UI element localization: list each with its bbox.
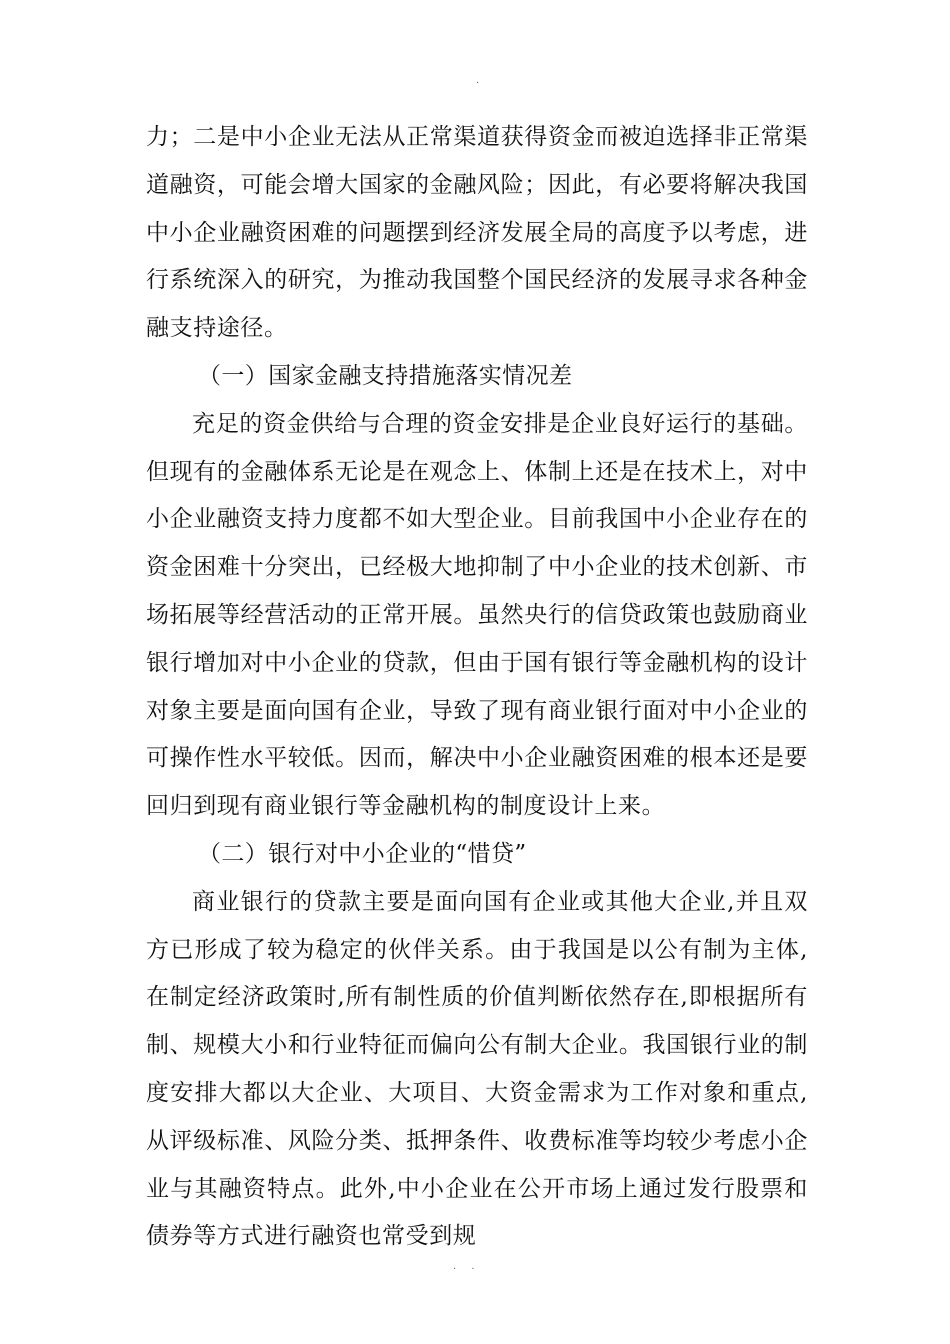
paragraph-section-2: 商业银行的贷款主要是面向国有企业或其他大企业,并且双方已形成了较为稳定的伙伴关系。由于我国是以公有制为主体,在制定经济政策时,所有制性质的价值判断依然存在,即根据所有制、规模大小和行业特征而偏向公有制大企业。我国银行业的制度安排大都以大企业、大项目、大资金需求为工作对象和重点,从评级标准、风险分类、抵押条件、收费标准等均较少考虑小企业与其融资特点。此外,中小企业在公开市场上通过发行股票和债券等方式进行融资也常受到规 — [146, 888, 808, 1250]
section-heading-2: （二）银行对中小企业的“惜贷” — [198, 840, 527, 867]
section-heading-1: （一）国家金融支持措施落实情况差 — [198, 362, 573, 389]
body-text — [146, 114, 808, 1261]
paragraph-section-1: 充足的资金供给与合理的资金安排是企业良好运行的基础。但现有的金融体系无论是在观念上、体制上还是在技术上，对中小企业融资支持力度都不如大型企业。目前我国中小企业存在的资金困难十分突出，已经极大地抑制了中小企业的技术创新、市场拓展等经营活动的正常开展。虽然央行的信贷政策也鼓励商业银行增加对中小企业的贷款，但由于国有银行等金融机构的设计对象主要是面向国有企业，导致了现有商业银行面对中小企业的可操作性水平较低。因而，解决中小企业融资困难的根本还是要回归到现有商业银行等金融机构的制度设计上来。 — [146, 410, 808, 820]
paragraph-intro-continuation: 力；二是中小企业无法从正常渠道获得资金而被迫选择非正常渠道融资，可能会增大国家的金融风险；因此，有必要将解决我国中小企业融资困难的问题摆到经济发展全局的高度予以考虑，进行系统深入的研究，为推动我国整个国民经济的发展寻求各种金融支持途径。 — [146, 124, 808, 342]
bottom-page-marker: . . — [453, 1261, 481, 1272]
top-page-marker: . — [476, 75, 480, 86]
